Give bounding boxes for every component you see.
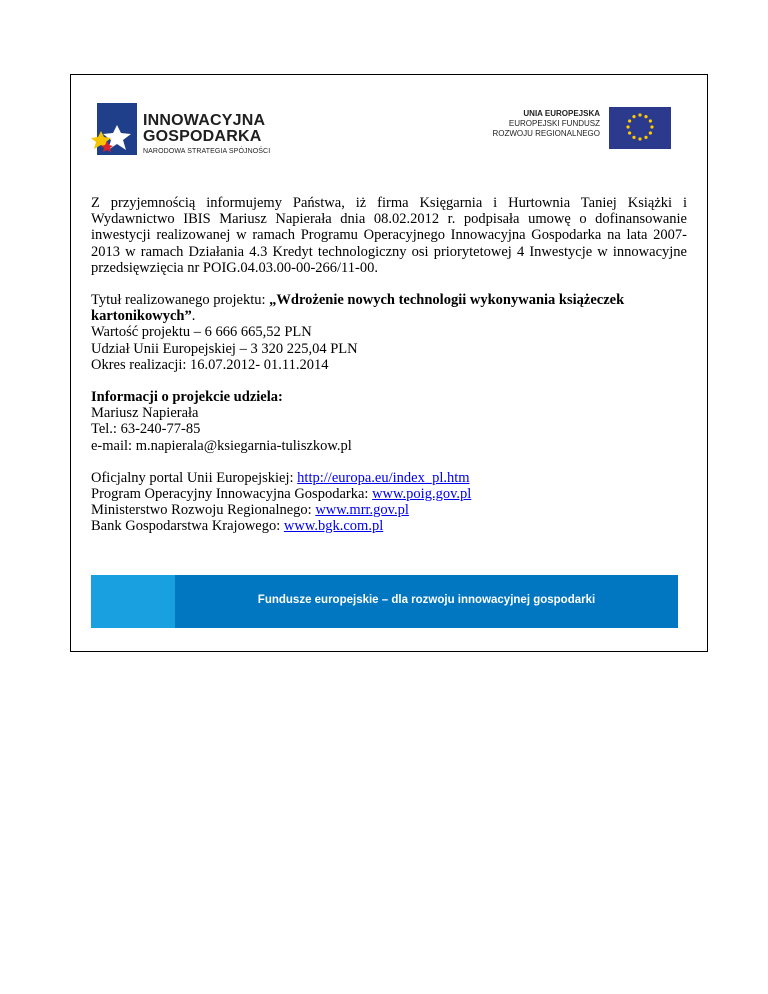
link-row-poig <box>91 486 687 502</box>
ig-logo-line3: NARODOWA STRATEGIA SPÓJNOŚCI <box>143 148 271 155</box>
eu-portal-link[interactable]: http://europa.eu/index_pl.htm <box>297 469 470 486</box>
eu-logo-line2: EUROPEJSKI FUNDUSZ <box>508 119 600 128</box>
eu-logo <box>491 107 671 151</box>
ig-logo-line1: INNOWACYJNA <box>143 112 266 129</box>
mrr-link[interactable]: www.mrr.gov.pl <box>315 502 409 519</box>
eu-logo-line3: ROZWOJU REGIONALNEGO <box>492 129 600 138</box>
project-title-line <box>91 292 687 324</box>
document-body <box>91 195 687 535</box>
contact-name: Mariusz Napierała <box>91 405 199 422</box>
bgk-link[interactable]: www.bgk.com.pl <box>283 518 384 535</box>
link-label: Program Operacyjny Innowacyjna Gospodarka: <box>91 486 373 503</box>
links-list <box>91 470 687 535</box>
innowacyjna-gospodarka-logo <box>91 101 311 161</box>
contact-heading: Informacji o projekcie udziela: <box>91 389 283 406</box>
link-row-eu-portal <box>91 470 687 486</box>
project-title-label: Tytuł realizowanego projektu: <box>91 292 270 309</box>
project-value: Wartość projektu – 6 666 665,52 PLN <box>91 324 312 341</box>
link-row-bgk <box>91 518 687 534</box>
poig-link[interactable]: www.poig.gov.pl <box>372 486 472 503</box>
document-frame <box>70 74 708 652</box>
eu-logo-line1: UNIA EUROPEJSKA <box>523 109 600 118</box>
project-info <box>91 292 687 373</box>
project-title-end: . <box>191 308 196 325</box>
link-label: Ministerstwo Rozwoju Regionalnego: <box>91 502 316 519</box>
funds-banner <box>91 575 678 628</box>
intro-paragraph: Z przyjemnością informujemy Państwa, iż firma Księgarnia i Hurtownia Taniej Książki i Wydawnictwo IBIS Mariusz Napierała dnia 08.02.2012 r. podpisała umowę o dofinansowanie inwestycji realizowanej w ramach Programu Operacyjnego Innowacyjna Gospodarka na lata 2007-2013 w ramach Działania 4.3 Kredyt technologiczny osi priorytetowej 4 Inwestycje w innowacyjne przedsięwzięcia nr POIG.04.03.00-00-266/11-00. <box>91 195 687 276</box>
eu-flag-icon <box>609 107 671 149</box>
project-title-value: „Wdrożenie nowych technologii wykonywania książeczek kartonikowych” <box>91 292 625 325</box>
banner-text: Fundusze europejskie – dla rozwoju innowacyjnej gospodarki <box>257 594 596 606</box>
link-label: Bank Gospodarstwa Krajowego: <box>91 518 284 535</box>
contact-phone: Tel.: 63-240-77-85 <box>91 421 201 438</box>
link-row-mrr <box>91 502 687 518</box>
project-period: Okres realizacji: 16.07.2012- 01.11.2014 <box>91 356 329 373</box>
contact-info <box>91 389 687 454</box>
link-label: Oficjalny portal Unii Europejskiej: <box>91 469 298 486</box>
contact-email: e-mail: m.napierala@ksiegarnia-tuliszkow.pl <box>91 437 352 454</box>
ig-logo-line2: GOSPODARKA <box>143 128 262 145</box>
ig-emblem-icon <box>91 101 141 161</box>
banner-accent <box>91 575 175 628</box>
project-eu-share: Udział Unii Europejskiej – 3 320 225,04 PLN <box>91 340 358 357</box>
